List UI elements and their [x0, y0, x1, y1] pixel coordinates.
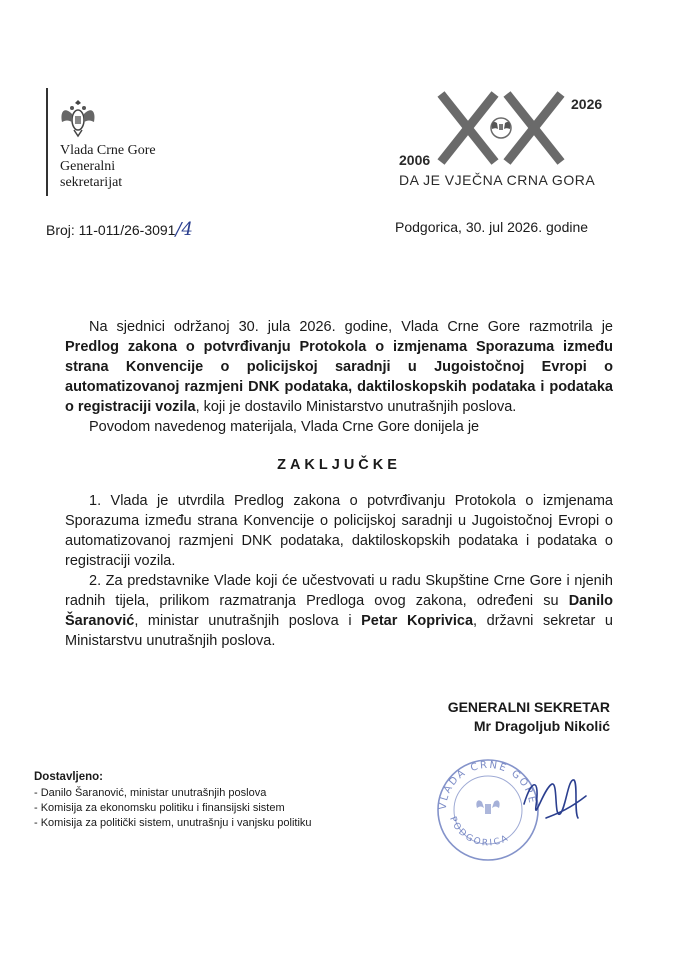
signatory-title: GENERALNI SEKRETAR — [447, 699, 610, 715]
intro-law-title: Predlog zakona o potvrđivanju Protokola o izmjenama Sporazuma između strana Konvencije o policijskoj saradnji u Jugoistočnoj Evropi o automatizovanoj razmjeni DNK podataka, daktiloskopskih podataka i podataka o registraciji vozila — [65, 339, 613, 415]
logo-year-2026: 2026 — [571, 96, 603, 112]
conclusion-2-text-b: , ministar unutrašnjih poslova i — [134, 613, 362, 629]
stamp-text-top: VLADA CRNE GORE — [437, 759, 538, 811]
conclusion-2-text-a: 2. Za predstavnike Vlade koji će učestvovati u radu Skupštine Crne Gore i njenih radnih tijela, prilikom razmatranja Predloga ovog zakona, određeni su — [65, 573, 613, 609]
conclusions-heading: ZAKLJUČKE — [277, 457, 401, 473]
intro-text-b: , koji je dostavilo Ministarstvo unutrašnjih poslova. — [195, 399, 517, 415]
distribution-item: - Komisija za politički sistem, unutrašnju i vanjsku politiku — [34, 817, 312, 829]
distribution-item: - Komisija za ekonomsku politiku i finansijski sistem — [34, 802, 285, 814]
stamp-text-bottom: PODGORICA — [447, 815, 512, 849]
paragraph-decision: Povodom navedenog materijala, Vlada Crne Gore donijela je — [89, 419, 480, 435]
place-date: Podgorica, 30. jul 2026. godine — [395, 219, 589, 235]
intro-text-a: Na sjednici održanoj 30. jula 2026. godine, Vlada Crne Gore razmotrila je — [89, 319, 613, 335]
official-stamp-icon — [428, 748, 628, 868]
logo-slogan: DA JE VJEČNA CRNA GORA — [399, 172, 596, 188]
distribution-list — [34, 770, 312, 831]
logo-year-2006: 2006 — [399, 152, 431, 168]
reference-number — [46, 219, 193, 240]
reference-number-text: Broj: 11-011/26-3091 — [46, 222, 176, 238]
representative-name-2: Petar Koprivica — [361, 613, 474, 629]
conclusion-1: 1. Vlada je utvrdila Predlog zakona o potvrđivanju Protokola o izmjenama Sporazuma između strana Konvencije o policijskoj saradnji u Jugoistočnoj Evropi o automatizovanoj razmjeni DNK podataka, daktiloskopskih podataka i podataka o registraciji vozila. — [65, 493, 613, 569]
issuer-line-2: Generalni — [60, 159, 116, 174]
svg-text:PODGORICA — [447, 815, 511, 848]
issuer-block — [46, 88, 246, 196]
document-body — [65, 317, 613, 651]
reference-handwritten-suffix: /4 — [175, 219, 193, 240]
svg-text:VLADA CRNE GORE — [438, 760, 538, 811]
signatory-name: Mr Dragoljub Nikolić — [473, 718, 610, 734]
paragraph-intro — [65, 317, 613, 417]
conclusion-2 — [65, 571, 613, 651]
signature-block — [400, 698, 610, 736]
issuer-line-3: sekretarijat — [60, 175, 123, 190]
header-divider — [46, 88, 48, 196]
distribution-item: - Danilo Šaranović, ministar unutrašnjih poslova — [34, 787, 267, 799]
conclusion-2-text-c: , državni sekretar u Ministarstvu unutrašnjih poslova. — [65, 613, 613, 649]
representative-name-1: Danilo Šaranović — [65, 593, 613, 629]
anniversary-logo — [395, 90, 615, 190]
distribution-title: Dostavljeno: — [34, 771, 104, 783]
coat-of-arms-icon — [58, 96, 98, 140]
issuer-line-1: Vlada Crne Gore — [60, 143, 156, 158]
issuer-name — [60, 143, 156, 191]
